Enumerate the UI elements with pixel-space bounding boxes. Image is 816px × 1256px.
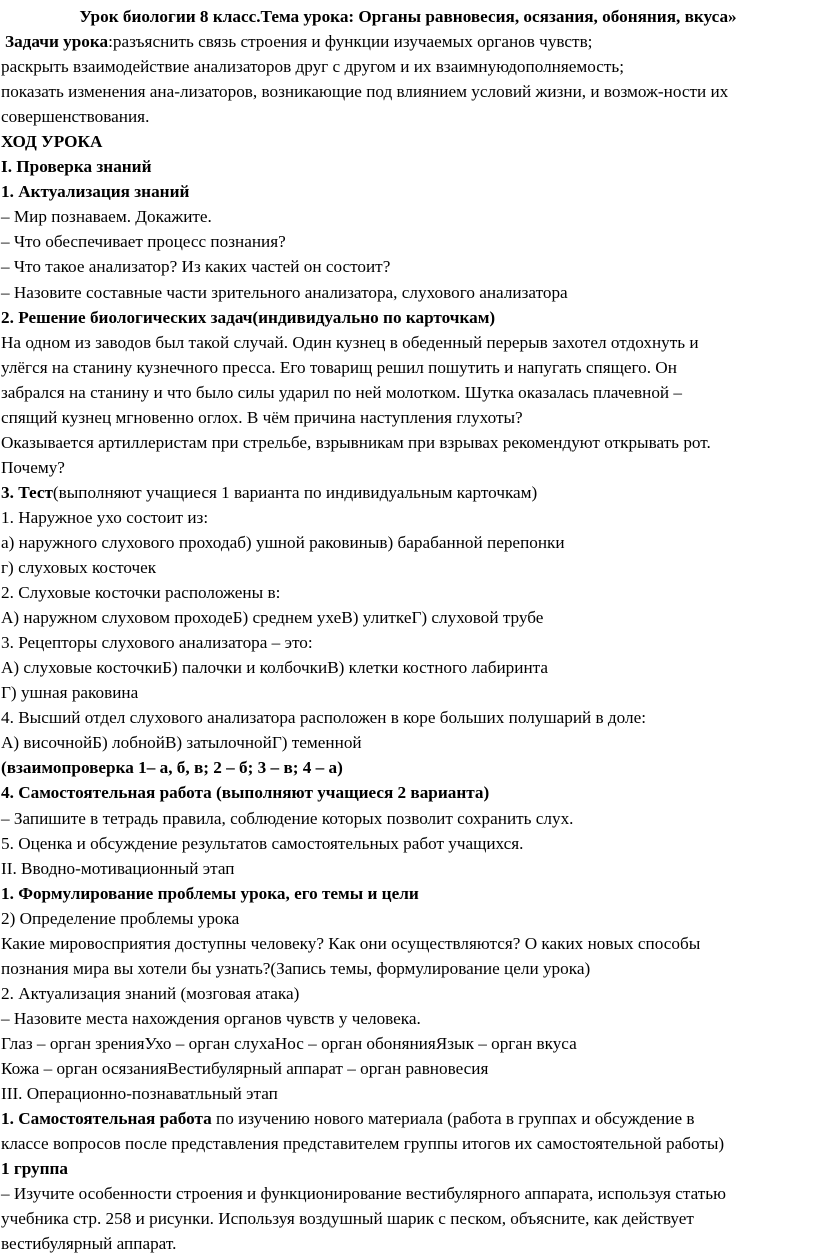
task-paragraph-1: На одном из заводов был такой случай. Один кузнец в обеденный перерыв захотел отдохнуть и [1, 332, 699, 352]
test-answers-2: А) наружном слуховом проходеБ) среднем ухеВ) улиткеГ) слуховой трубе [1, 608, 544, 628]
tasks-text-1: :разъяснить связь строения и функции изучаемых органов чувств; [108, 32, 593, 52]
lesson-title: Урок биологии 8 класс.Тема урока: Органы равновесия, осязания, обоняния, вкуса» [79, 7, 737, 26]
work-item-2: 5. Оценка и обсуждение результатов самостоятельных работ учащихся. [1, 833, 524, 853]
section-1-sub-1: 1. Актуализация знаний [1, 182, 190, 202]
task-paragraph-6: Почему? [1, 457, 65, 477]
test-question-1: 1. Наружное ухо состоит из: [1, 507, 209, 527]
tasks-line-3: показать изменения ана-лизаторов, возникающие под влиянием условий жизни, и возмож-ности их [1, 82, 729, 102]
problem-paragraph-2: познания мира вы хотели бы узнать?(Запись темы, формулирование цели урока) [1, 958, 591, 978]
group-1-line-2: учебника стр. 258 и рисунки. Используя воздушный шарик с песком, объясните, как действует [1, 1209, 694, 1229]
actualization-3: Глаз – орган зренияУхо – орган слухаНос – орган обонянияЯзык – орган вкуса [1, 1033, 577, 1053]
test-answers-1a: а) наружного слухового проходаб) ушной раковиныв) барабанной перепонки [1, 532, 565, 552]
test-label: 3. Тест [1, 482, 53, 502]
tasks-label: Задачи урока [5, 32, 109, 52]
question-1: – Мир познаваем. Докажите. [1, 207, 212, 227]
independent-work-label: 1. Самостоятельная работа [1, 1109, 212, 1129]
question-3: – Что такое анализатор? Из каких частей он состоит? [1, 257, 391, 277]
tasks-line-4: совершенствования. [1, 107, 150, 127]
task-paragraph-3: забрался на станину и что было силы ударил по ней молотком. Шутка оказалась плачевной – [1, 382, 683, 402]
mutual-check: (взаимопроверка 1– а, б, в; 2 – б; 3 – в; 4 – а) [1, 758, 343, 778]
section-2-sub-1: 1. Формулирование проблемы урока, его темы и цели [1, 883, 419, 903]
section-2-heading: II. Вводно-мотивационный этап [1, 858, 235, 878]
test-answers-4: А) височнойБ) лобнойВ) затылочнойГ) теменной [1, 733, 362, 753]
independent-work-text: по изучению нового материала (работа в группах и обсуждение в [211, 1109, 695, 1129]
tasks-line-2: раскрыть взаимодействие анализаторов друг с другом и их взаимнуюдополняемость; [1, 57, 625, 77]
test-description: (выполняют учащиеся 1 варианта по индивидуальным карточкам) [52, 482, 538, 502]
actualization-4: Кожа – орган осязанияВестибулярный аппарат – орган равновесия [1, 1058, 489, 1078]
test-answers-3b: Г) ушная раковина [1, 683, 139, 703]
test-question-3: 3. Рецепторы слухового анализатора – это: [1, 633, 313, 653]
test-heading [0, 480, 816, 505]
question-2: – Что обеспечивает процесс познания? [1, 232, 286, 252]
group-1-line-1: – Изучите особенности строения и функционирование вестибулярного аппарата, используя статью [1, 1184, 726, 1204]
actualization-1: 2. Актуализация знаний (мозговая атака) [1, 983, 300, 1003]
test-question-4: 4. Высший отдел слухового анализатора расположен в коре больших полушарий в доле: [1, 708, 647, 728]
actualization-2: – Назовите места нахождения органов чувств у человека. [1, 1008, 421, 1028]
group-1-heading: 1 группа [1, 1159, 69, 1179]
tasks-line-1 [0, 29, 816, 54]
problem-paragraph-1: Какие мировосприятия доступны человеку? Как они осуществляются? О каких новых способы [1, 933, 701, 953]
question-4: – Назовите составные части зрительного анализатора, слухового анализатора [1, 282, 568, 302]
test-answers-1b: г) слуховых косточек [1, 558, 157, 578]
course-heading: ХОД УРОКА [1, 132, 103, 152]
independent-work-line-2: классе вопросов после представления представителем группы итогов их самостоятельной работы) [1, 1134, 725, 1154]
task-paragraph-5: Оказывается артиллеристам при стрельбе, взрывникам при взрывах рекомендуют открывать рот. [1, 432, 711, 452]
section-1-sub-4: 4. Самостоятельная работа (выполняют учащиеся 2 варианта) [1, 783, 490, 803]
work-item-1: – Запишите в тетрадь правила, соблюдение которых позволит сохранить слух. [1, 808, 574, 828]
test-answers-3a: А) слуховые косточкиБ) палочки и колбочкиВ) клетки костного лабиринта [1, 658, 549, 678]
section-3-heading: III. Операционно-познаватльный этап [1, 1084, 278, 1104]
group-1-line-3: вестибулярный аппарат. [1, 1234, 177, 1254]
task-paragraph-4: спящий кузнец мгновенно оглох. В чём причина наступления глухоты? [1, 407, 523, 427]
section-1-sub-2: 2. Решение биологических задач(индивидуально по карточкам) [1, 307, 496, 327]
task-paragraph-2: улёгся на станину кузнечного пресса. Его товарищ решил пошутить и напугать спящего. Он [1, 357, 677, 377]
independent-work-line-1 [0, 1106, 816, 1131]
test-question-2: 2. Слуховые косточки расположены в: [1, 583, 281, 603]
section-1-heading: I. Проверка знаний [1, 157, 152, 177]
section-2-sub-2: 2) Определение проблемы урока [1, 908, 240, 928]
